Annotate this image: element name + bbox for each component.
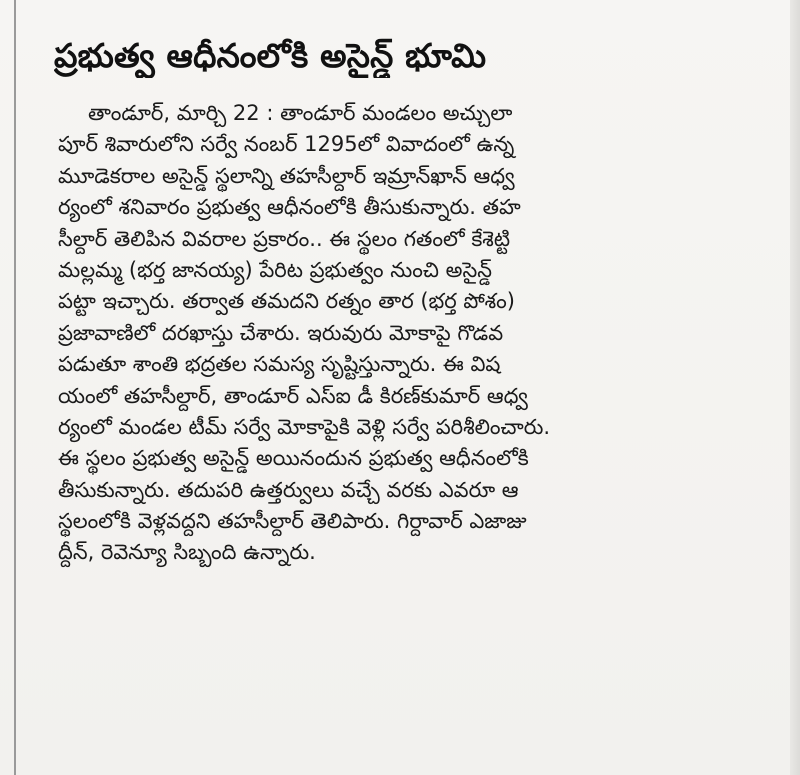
body-line: పడుతూ శాంతి భద్రతల సమస్య సృష్టిస్తున్నారు. ఈ విష bbox=[58, 352, 501, 377]
body-line: ర్యంలో శనివారం ప్రభుత్వ ఆధీనంలోకి తీసుకున్నారు. తహ bbox=[58, 195, 521, 220]
article-headline: ప్రభుత్వ ఆధీనంలోకి అసైన్డ్ భూమి bbox=[54, 36, 487, 75]
body-line: మల్లమ్మ (భర్త జానయ్య) పేరిట ప్రభుత్వం నుంచి అసైన్డ్ bbox=[58, 257, 492, 282]
article-body bbox=[58, 98, 744, 569]
body-line: తీసుకున్నారు. తదుపరి ఉత్తర్వులు వచ్చే వరకు ఎవరూ ఆ bbox=[58, 477, 519, 502]
body-line: స్థలంలోకి వెళ్లవద్దని తహసీల్దార్ తెలిపారు. గిర్దావార్ ఎజాజు bbox=[58, 509, 527, 534]
body-line: యంలో తహసీల్దార్, తాండూర్ ఎస్ఐ డీ కిరణ్‌కుమార్ ఆధ్వ bbox=[58, 383, 528, 408]
body-line: సీల్దార్ తెలిపిన వివరాల ప్రకారం.. ఈ స్థలం గతంలో కేశెట్టి bbox=[58, 226, 511, 251]
column-rule bbox=[14, 0, 16, 775]
next-article-fragment bbox=[56, 760, 716, 775]
body-line: ప్రజావాణిలో దరఖాస్తు చేశారు. ఇరువురు మోకాపై గొడవ bbox=[58, 320, 504, 345]
previous-article-fragment bbox=[56, 0, 716, 6]
body-line: పట్టా ఇచ్చారు. తర్వాత తమదని రత్నం తార (భర్త పోశం) bbox=[58, 289, 515, 314]
body-line: పూర్ శివారులోని సర్వే నంబర్ 1295లో వివాదంలో ఉన్న bbox=[58, 132, 515, 157]
page-edge bbox=[790, 0, 800, 775]
body-line: ర్యంలో మండల టీమ్ సర్వే మోకాపైకి వెళ్లి సర్వే పరిశీలించారు. bbox=[58, 414, 551, 439]
body-line: ద్దీన్, రెవెన్యూ సిబ్బంది ఉన్నారు. bbox=[58, 540, 316, 565]
body-line: తాండూర్, మార్చి 22 : తాండూర్ మండలం అచ్చులా bbox=[88, 101, 513, 125]
body-line: ఈ స్థలం ప్రభుత్వ అసైన్డ్ అయినందున ప్రభుత్వ ఆధీనంలోకి bbox=[58, 446, 529, 471]
body-line: మూడెకరాల అసైన్డ్ స్థలాన్ని తహసీల్దార్ ఇమ్రాన్‌ఖాన్ ఆధ్వ bbox=[58, 163, 515, 188]
